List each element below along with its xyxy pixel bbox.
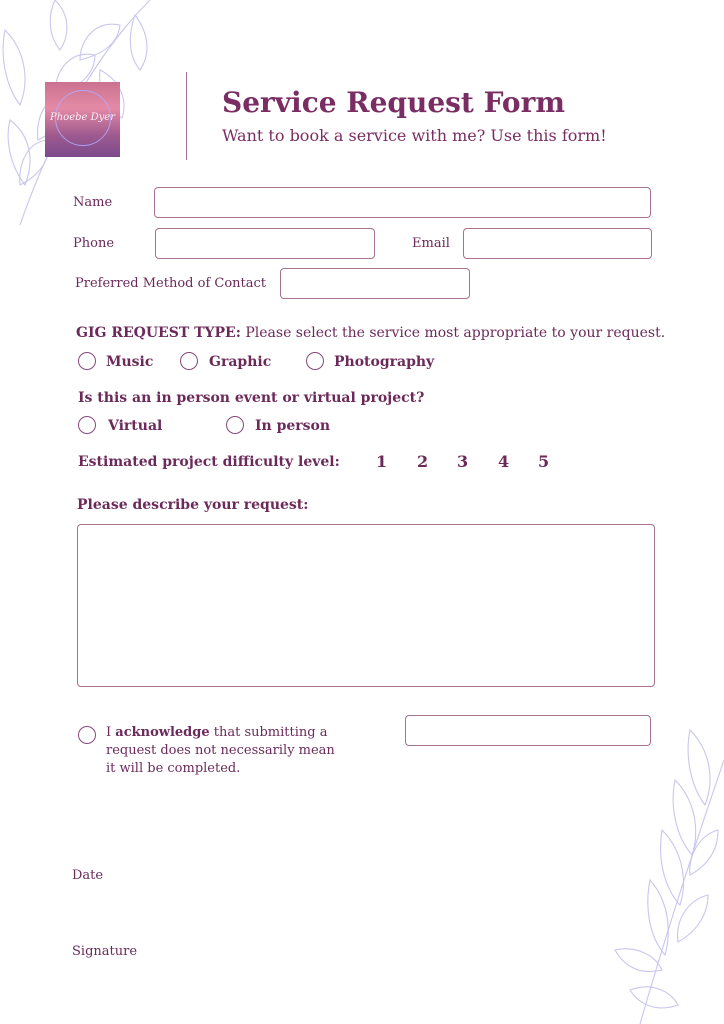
virtual-radio[interactable] (78, 416, 96, 434)
music-label: Music (106, 354, 154, 370)
photography-radio[interactable] (306, 352, 324, 370)
logo (45, 82, 120, 157)
header-divider (186, 72, 187, 160)
signature-label: Signature (72, 944, 138, 959)
contact-method-label: Preferred Method of Contact (75, 276, 267, 291)
request-description-textarea[interactable] (77, 524, 655, 687)
in-person-radio[interactable] (226, 416, 244, 434)
acknowledge-bold: acknowledge (115, 725, 210, 740)
acknowledge-before: I (106, 725, 116, 740)
logo-text: Phoebe Dyer (50, 112, 115, 123)
difficulty-level-3[interactable]: 3 (457, 452, 469, 471)
graphic-label: Graphic (209, 354, 272, 370)
date-label: Date (72, 868, 104, 883)
acknowledge-text (106, 724, 346, 778)
acknowledge-radio[interactable] (78, 726, 96, 744)
difficulty-level-1[interactable]: 1 (376, 452, 388, 471)
difficulty-level-4[interactable]: 4 (498, 452, 510, 471)
phone-field[interactable] (155, 228, 375, 259)
contact-method-field[interactable] (280, 268, 470, 299)
gig-request-prefix: GIG REQUEST TYPE: (76, 325, 241, 341)
page-subtitle: Want to book a service with me? Use this form! (222, 126, 607, 145)
acknowledge-field[interactable] (405, 715, 651, 746)
email-label: Email (412, 236, 450, 251)
graphic-radio[interactable] (180, 352, 198, 370)
difficulty-level-5[interactable]: 5 (538, 452, 550, 471)
virtual-label: Virtual (108, 418, 163, 434)
name-field[interactable] (154, 187, 651, 218)
gig-request-question (76, 325, 665, 341)
describe-label: Please describe your request: (77, 497, 309, 513)
music-radio[interactable] (78, 352, 96, 370)
page-title: Service Request Form (222, 86, 565, 119)
photography-label: Photography (334, 354, 435, 370)
acknowledge-after: that submitting a request does not necessarily mean it will be completed. (106, 725, 335, 776)
gig-request-text: Please select the service most appropriate to your request. (240, 325, 666, 341)
difficulty-label: Estimated project difficulty level: (78, 454, 340, 470)
name-label: Name (73, 195, 113, 210)
phone-label: Phone (73, 236, 115, 251)
email-field[interactable] (463, 228, 652, 259)
difficulty-level-2[interactable]: 2 (417, 452, 429, 471)
leaf-decoration-bottom-icon (600, 720, 724, 1024)
event-type-question: Is this an in person event or virtual project? (78, 390, 425, 406)
in-person-label: In person (255, 418, 331, 434)
